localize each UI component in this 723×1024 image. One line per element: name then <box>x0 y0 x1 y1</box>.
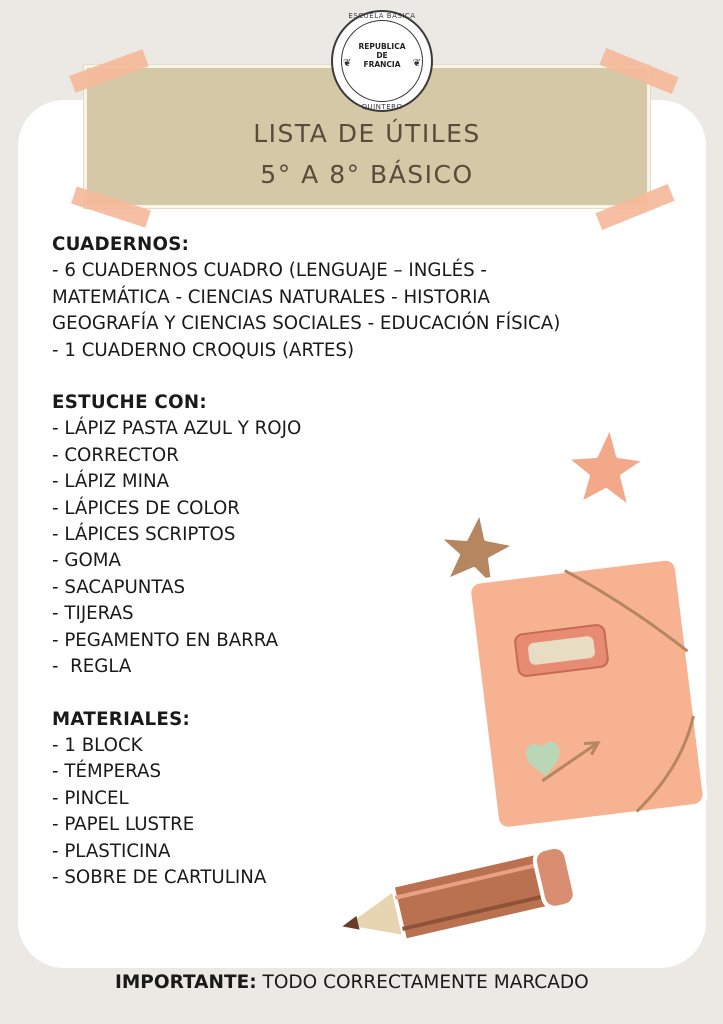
seal-top-text: ESCUELA BASICA <box>348 12 416 20</box>
laurel-left-icon: ❦ <box>343 58 352 69</box>
list-item: - PEGAMENTO EN BARRA <box>52 629 279 651</box>
section-heading-cuadernos: CUADERNOS: <box>52 234 190 255</box>
list-item: - PLASTICINA <box>52 840 171 862</box>
seal-center-text <box>353 42 411 69</box>
list-item: - GOMA <box>52 550 121 572</box>
list-item: - 6 CUADERNOS CUADRO (LENGUAJE – INGLÉS - MATEMÁTICA - CIENCIAS NATURALES - HISTORIA GEOGRAFÍA Y CIENCIAS SOCIALES - EDUCACIÓN FÍSICA) <box>52 260 561 335</box>
section-heading-estuche: ESTUCHE CON: <box>52 392 207 414</box>
list-item: - REGLA <box>52 656 132 678</box>
seal-line-3: FRANCIA <box>363 60 401 69</box>
list-item: - SACAPUNTAS <box>52 576 186 598</box>
laurel-right-icon: ❦ <box>412 58 421 69</box>
seal-bottom-text: QUINTERO <box>361 103 403 111</box>
list-item: - LÁPIZ MINA <box>52 471 170 493</box>
supply-list <box>52 232 612 891</box>
school-seal <box>331 10 433 112</box>
important-note <box>115 972 675 993</box>
list-item: - LÁPIZ PASTA AZUL Y ROJO <box>52 418 302 440</box>
list-item: - SOBRE DE CARTULINA <box>52 866 267 888</box>
seal-line-1: REPUBLICA <box>358 42 406 51</box>
list-item: - 1 CUADERNO CROQUIS (ARTES) <box>52 339 355 361</box>
list-item: - PINCEL <box>52 787 129 809</box>
important-label: IMPORTANTE: <box>115 972 257 993</box>
page-subtitle: 5° A 8° BÁSICO <box>260 160 474 189</box>
list-item: - TIJERAS <box>52 603 134 625</box>
seal-line-2: DE <box>376 51 388 60</box>
list-item: - 1 BLOCK <box>52 734 143 756</box>
list-item: - CORRECTOR <box>52 444 179 466</box>
list-item: - TÉMPERAS <box>52 761 161 783</box>
section-heading-materiales: MATERIALES: <box>52 708 191 730</box>
important-text: TODO CORRECTAMENTE MARCADO <box>256 972 589 993</box>
list-item: - PAPEL LUSTRE <box>52 814 195 836</box>
list-item: - LÁPICES SCRIPTOS <box>52 524 236 546</box>
list-item: - LÁPICES DE COLOR <box>52 497 240 519</box>
page-title: LISTA DE ÚTILES <box>253 119 481 148</box>
